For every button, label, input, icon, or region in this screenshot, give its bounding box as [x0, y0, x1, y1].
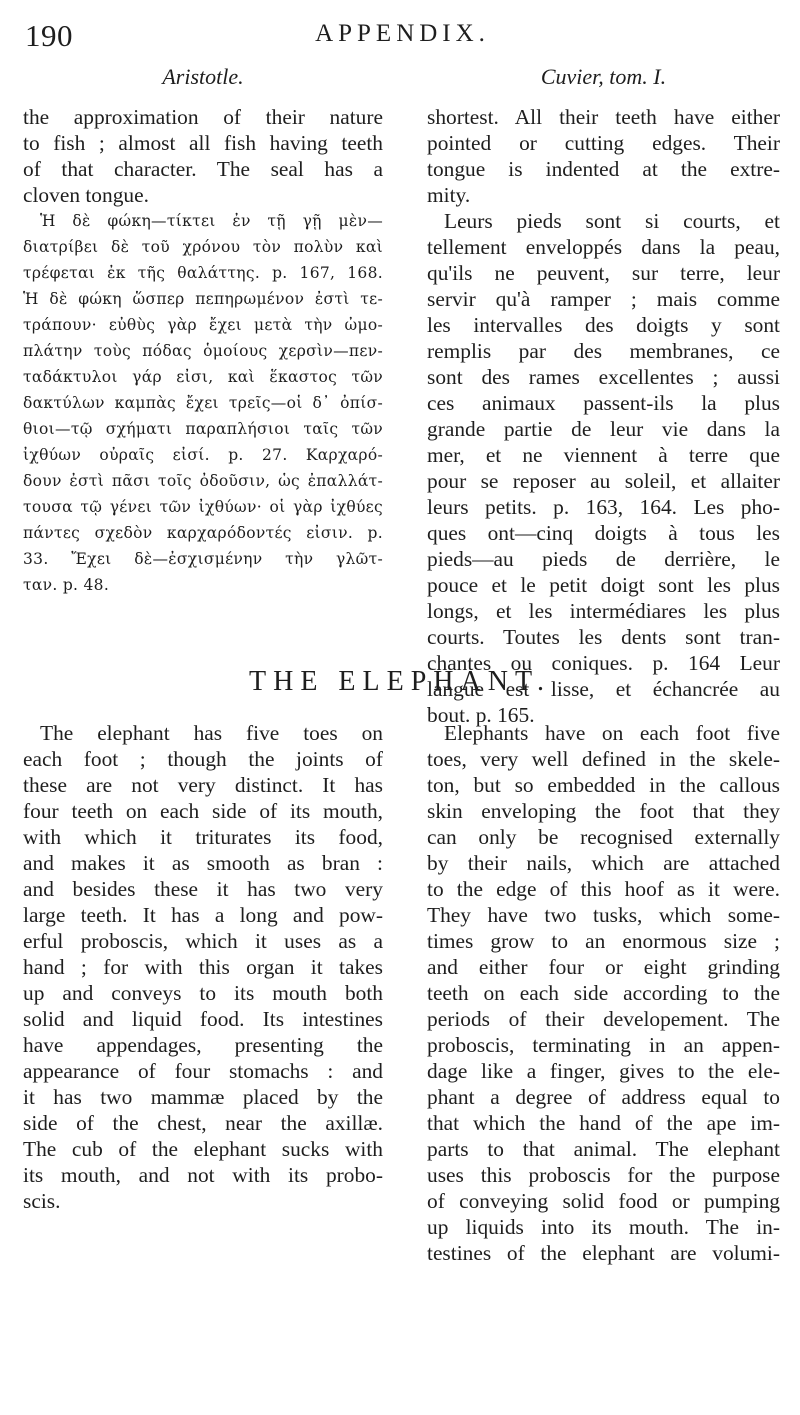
french-line: Leurs pieds sont si courts, et	[444, 209, 780, 233]
text-line: testines of the elephant are volumi-	[427, 1241, 780, 1265]
text-line: periods of their developement. The	[427, 1007, 780, 1031]
french-line: mer, et ne viennent à terre que	[427, 443, 780, 467]
french-line: courts. Toutes les dents sont tran-	[427, 625, 780, 649]
greek-line: 33. Ἔχει δὲ—ἐσχισμένην τὴν γλῶτ-	[23, 550, 383, 568]
text-line: phant a degree of address equal to	[427, 1085, 780, 1109]
text-line: it has two mammæ placed by the	[23, 1085, 383, 1109]
running-title: APPENDIX.	[315, 20, 490, 47]
text-line: up liquids into its mouth. The in-	[427, 1215, 780, 1239]
text-line: skin enveloping the foot that they	[427, 799, 780, 823]
greek-line: ταν. p. 48.	[23, 576, 110, 594]
cuvier-text	[427, 104, 780, 728]
text-line: times grow to an enormous size ;	[427, 929, 780, 953]
text-line: the approximation of their nature	[23, 105, 383, 129]
text-line: and besides these it has two very	[23, 877, 383, 901]
text-line: teeth on each side according to the	[427, 981, 780, 1005]
french-line: sont des rames excellentes ; aussi	[427, 365, 780, 389]
french-line: pieds—au pieds de derrière, le	[427, 547, 780, 571]
text-line: side of the chest, near the axillæ.	[23, 1111, 383, 1135]
page-number: 190	[25, 18, 73, 53]
greek-line: τράπουν· εὐθὺς γὰρ ἔχει μετὰ τὴν ὠμο-	[23, 316, 383, 334]
text-line: erful proboscis, which it uses as a	[23, 929, 383, 953]
text-line: proboscis, terminating in an appen-	[427, 1033, 780, 1057]
text-line: scis.	[23, 1189, 61, 1213]
text-line: with which it triturates its food,	[23, 825, 383, 849]
greek-line: ἰχθύων οὐραῖς εἰσί. p. 27. Καρχαρό-	[23, 446, 383, 464]
text-line: of that character. The seal has a	[23, 157, 383, 181]
text-line: Elephants have on each foot five	[444, 721, 780, 745]
french-line: ques ont—cinq doigts à tous les	[427, 521, 780, 545]
elephant-aristotle-column	[23, 720, 383, 1214]
text-line: these are not very distinct. It has	[23, 773, 383, 797]
greek-line: τουσα τῷ γένει τῶν ἰχθύων· οἱ γὰρ ἰχθύες	[23, 498, 383, 516]
french-line: servir qu'à ramper ; mais comme	[427, 287, 780, 311]
elephant-cuvier-column	[427, 720, 780, 1266]
text-line: pointed or cutting edges. Their	[427, 131, 780, 155]
french-line: qu'ils ne peuvent, sur terre, leur	[427, 261, 780, 285]
french-line: leurs petits. p. 163, 164. Les pho-	[427, 495, 780, 519]
french-line: longs, et les intermédiares les plus	[427, 599, 780, 623]
text-line: up and conveys to its mouth both	[23, 981, 383, 1005]
aristotle-heading: Aristotle.	[162, 64, 244, 89]
text-line: They have two tusks, which some-	[427, 903, 780, 927]
greek-line: Ἡ δὲ φώκη—τίκτει ἐν τῇ γῇ μὲν—	[40, 212, 383, 230]
text-line: each foot ; though the joints of	[23, 747, 383, 771]
cuvier-column	[427, 62, 780, 728]
text-line: parts to that animal. The elephant	[427, 1137, 780, 1161]
text-line: its mouth, and not with its probo-	[23, 1163, 383, 1187]
text-line: ton, but so embedded in the callous	[427, 773, 780, 797]
text-line: can only be recognised externally	[427, 825, 780, 849]
text-line: and makes it as smooth as bran :	[23, 851, 383, 875]
greek-line: ταδάκτυλοι γάρ εἰσι, καὶ ἕκαστος τῶν	[23, 368, 383, 386]
french-line: chantes ou coniques. p. 164 Leur	[427, 651, 780, 675]
text-line: The cub of the elephant sucks with	[23, 1137, 383, 1161]
text-line: cloven tongue.	[23, 183, 149, 207]
french-line: tellement enveloppés dans la peau,	[427, 235, 780, 259]
greek-line: δακτύλων καμπὰς ἔχει τρεῖς—οἱ δ᾽ ὀπίσ-	[23, 394, 383, 412]
text-line: The elephant has five toes on	[40, 721, 383, 745]
text-line: to the edge of this hoof as it were.	[427, 877, 780, 901]
text-line: appearance of four stomachs : and	[23, 1059, 383, 1083]
section-title: THE ELEPHANT.	[249, 666, 551, 697]
text-line: hand ; for with this organ it takes	[23, 955, 383, 979]
text-line: large teeth. It has a long and pow-	[23, 903, 383, 927]
aristotle-text	[23, 104, 383, 598]
french-line: remplis par des membranes, ce	[427, 339, 780, 363]
cuvier-heading: Cuvier, tom. I.	[540, 64, 667, 89]
text-line: tongue is indented at the extre-	[427, 157, 780, 181]
french-line: ces animaux passent-ils la plus	[427, 391, 780, 415]
greek-line: διατρίβει δὲ τοῦ χρόνου τὸν πολὺν καὶ	[23, 238, 383, 256]
text-line: have appendages, presenting the	[23, 1033, 383, 1057]
greek-line: δουν ἐστὶ πᾶσι τοῖς ὀδοῦσιν, ὡς ἐπαλλάτ-	[23, 472, 383, 490]
text-line: dage like a finger, gives to the ele-	[427, 1059, 780, 1083]
text-line: solid and liquid food. Its intestines	[23, 1007, 383, 1031]
french-line: grande partie de leur vie dans la	[427, 417, 780, 441]
greek-line: πάντες σχεδὸν καρχαρόδοντές εἰσιν. p.	[23, 524, 383, 542]
text-line: four teeth on each side of its mouth,	[23, 799, 383, 823]
french-line: les intervalles des doigts y sont	[427, 313, 780, 337]
text-line: to fish ; almost all fish having teeth	[23, 131, 383, 155]
french-line: pour se reposer au soleil, et allaiter	[427, 469, 780, 493]
running-head	[25, 18, 780, 54]
greek-line: θιοι—τῷ σχήματι παραπλήσιοι ταῖς τῶν	[23, 420, 383, 438]
text-line: toes, very well defined in the skele-	[427, 747, 780, 771]
text-line: uses this proboscis for the purpose	[427, 1163, 780, 1187]
greek-line: πλάτην τοὺς πόδας ὁμοίους χερσὶν—πεν-	[23, 342, 383, 360]
text-line: that which the hand of the ape im-	[427, 1111, 780, 1135]
text-line: and either four or eight grinding	[427, 955, 780, 979]
french-line: bout. p. 165.	[427, 703, 535, 727]
greek-line: Ἡ δὲ φώκη ὥσπερ πεπηρωμένον ἐστὶ τε-	[23, 290, 383, 308]
aristotle-column	[23, 62, 383, 598]
text-line: mity.	[427, 183, 471, 207]
greek-line: τρέφεται ἐκ τῆς θαλάττης. p. 167, 168.	[23, 264, 383, 282]
french-line: langue est lisse, et échancrée au	[427, 677, 780, 701]
text-line: by their nails, which are attached	[427, 851, 780, 875]
text-line: of conveying solid food or pumping	[427, 1189, 780, 1213]
french-line: pouce et le petit doigt sont les plus	[427, 573, 780, 597]
text-line: shortest. All their teeth have either	[427, 105, 780, 129]
